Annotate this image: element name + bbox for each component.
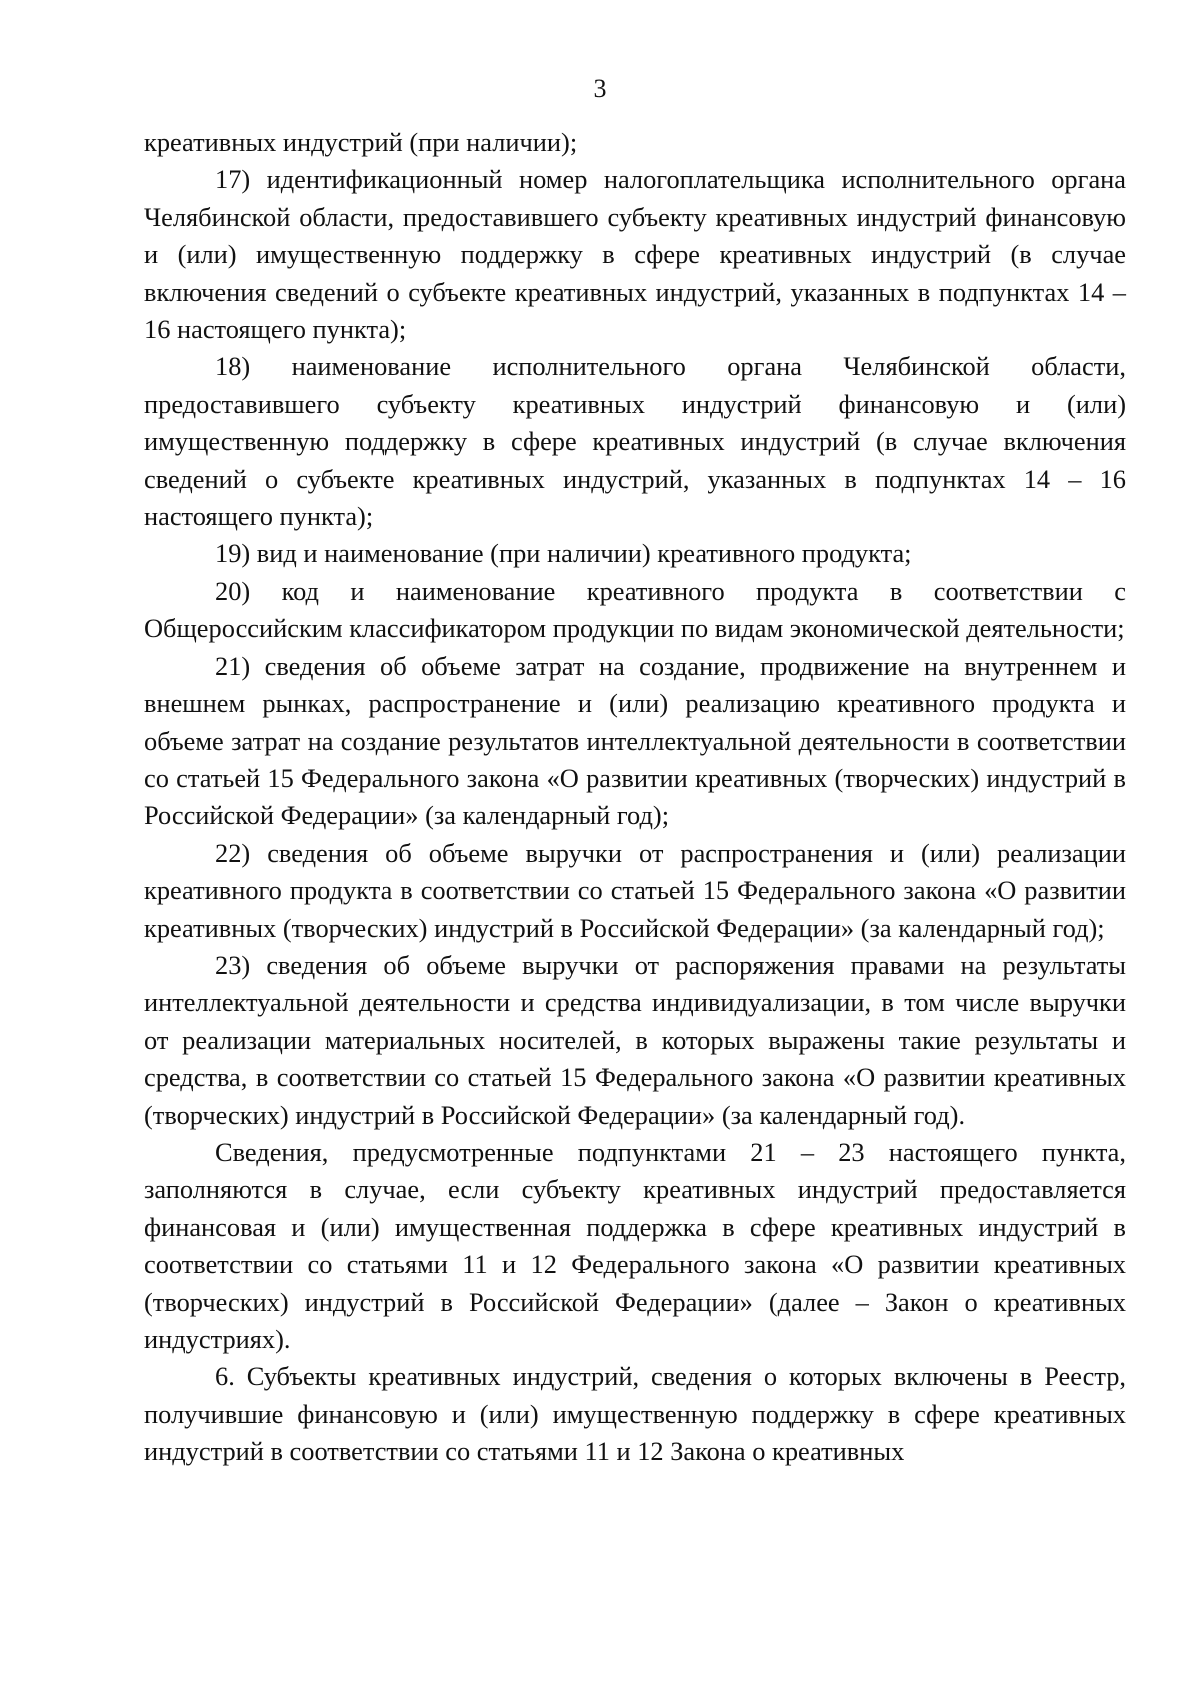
section-6-paragraph: 6. Субъекты креативных индустрий, сведения о которых включены в Реестр, получившие финансовую и (или) имущественную поддержку в сфере креативных индустрий в соответствии со статьями 11 и 12 Закона о креативных (144, 1361, 1126, 1467)
list-item-18: 18) наименование исполнительного органа Челябинской области, предоставившего субъекту креативных индустрий финансовую и (или) имущественную поддержку в сфере креативных индустрий (в случае включения сведений о субъекте креативных индустрий, указанных в подпунктах 14 – 16 настоящего пункта); (144, 351, 1126, 532)
list-item-23: 23) сведения об объеме выручки от распоряжения правами на результаты интеллектуальной деятельности и средства индивидуализации, в том числе выручки от реализации материальных носителей, в которых выражены такие результаты и средства, в соответствии со статьей 15 Федерального закона «О развитии креативных (творческих) индустрий в Российской Федерации» (за календарный год). (144, 949, 1126, 1130)
note-paragraph: Сведения, предусмотренные подпунктами 21 – 23 настоящего пункта, заполняются в случае, если субъекту креативных индустрий предоставляется финансовая и (или) имущественная поддержка в сфере креативных индустрий в соответствии со статьями 11 и 12 Федерального закона «О развитии креативных (творческих) индустрий в Российской Федерации» (далее – Закон о креативных индустриях). (144, 1136, 1126, 1354)
list-item-19: 19) вид и наименование (при наличии) креативного продукта; (215, 538, 912, 569)
paragraph-continuation: креативных индустрий (при наличии); (144, 127, 578, 157)
list-item-21: 21) сведения об объеме затрат на создание, продвижение на внутреннем и внешнем рынках, распространение и (или) реализацию креативного продукта и объеме затрат на создание результатов интеллектуальной деятельности в соответствии со статьей 15 Федерального закона «О развитии креативных (творческих) индустрий в Российской Федерации» (за календарный год); (144, 650, 1126, 831)
page-number: 3 (593, 74, 607, 103)
document-body (144, 124, 1126, 1471)
list-item-17: 17) идентификационный номер налогоплательщика исполнительного органа Челябинской области, предоставившего субъекту креативных индустрий финансовую и (или) имущественную поддержку в сфере креативных индустрий (в случае включения сведений о субъекте креативных индустрий, указанных в подпунктах 14 – 16 настоящего пункта); (144, 164, 1126, 345)
list-item-22: 22) сведения об объеме выручки от распространения и (или) реализации креативного продукта в соответствии со статьей 15 Федерального закона «О развитии креативных (творческих) индустрий в Российской Федерации» (за календарный год); (144, 837, 1126, 943)
list-item-20: 20) код и наименование креативного продукта в соответствии с Общероссийским классификатором продукции по видам экономической деятельности; (144, 575, 1126, 644)
